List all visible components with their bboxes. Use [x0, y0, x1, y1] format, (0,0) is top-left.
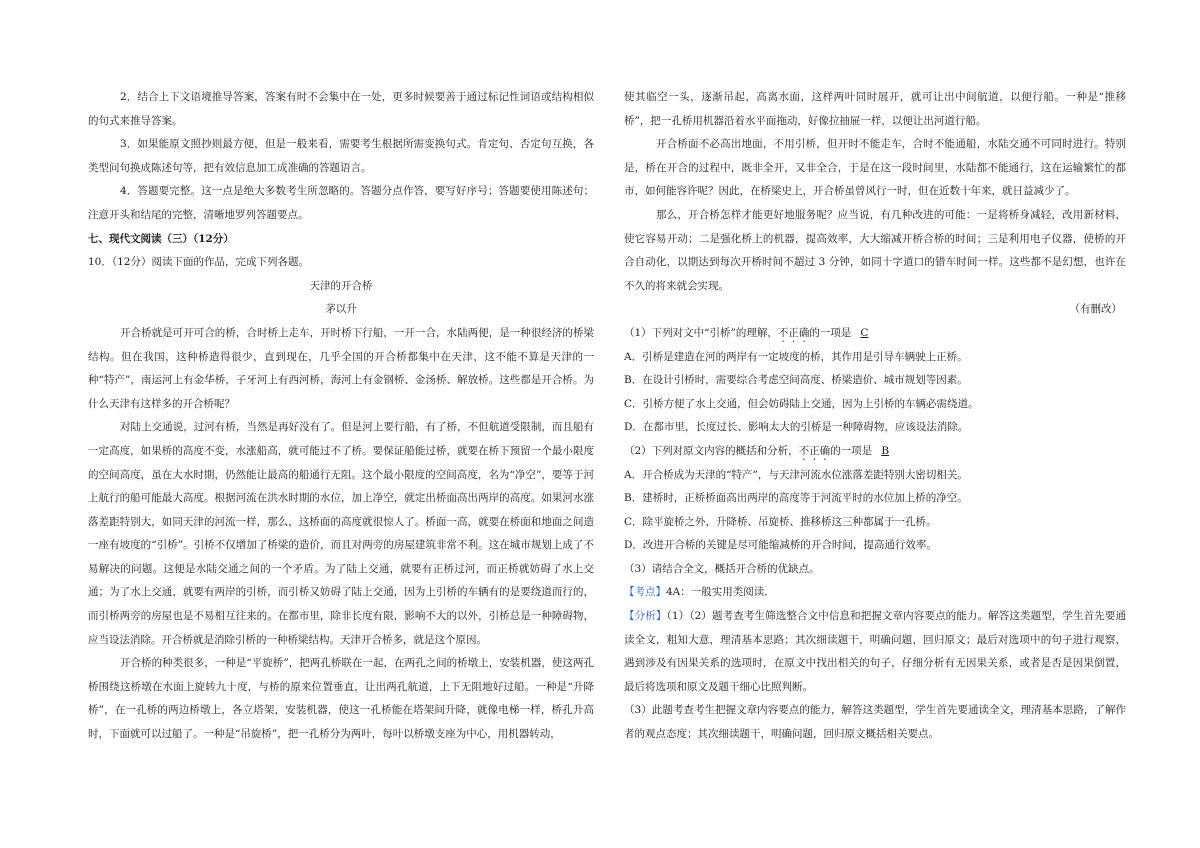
option-d: D．改进开合桥的关键是尽可能缩减桥的开合时间，提高通行效率。: [624, 539, 937, 552]
right-column: [624, 86, 1126, 747]
question-intro: 10．（12分）阅读下面的作品，完成下列各题。: [88, 256, 309, 269]
fenxi-label: 【分析】: [624, 610, 667, 623]
article-paragraph: 对陆上交通说，过河有桥，当然是再好没有了。但是河上要行船，有了桥，不但航道受限制，而且船有一定高度，如果桥的高度不变，水涨船高，就可能过不了桥。要保证船能过桥，就要在桥下预留一个最小限度的空间高度，虽在大水时期，仍然能让最高的船通行无阻。这个最小限度的空间高度，名为“净空”，要等于河上航行的船可能最大高度。根据河流在洪水时期的水位，加上净空，就定出桥面高出两岸的高度。如果河水涨落差距特别大，如同天津的河流一样，那么，这桥面的高度就很惊人了。桥面一高，就要在桥面和地面之间造一座有坡度的“引桥”。引桥不仅增加了桥梁的造价，而且对两旁的房屋建筑非常不利。这在城市规划上成了不易解决的问题。这便是水陆交通之间的一个矛盾。为了陆上交通，就要有正桥过河，而正桥就妨碍了水上交通；为了水上交通，就要有两岸的引桥，而引桥又妨碍了陆上交通，因为上引桥的车辆有的是要绕道而行的，而引桥两旁的房屋也是不易相互往来的。在都市里，除非长度有限，影响不大的以外，引桥总是一种障碍物，应当设法消除。开合桥就是消除引桥的一种桥梁结构。天津开合桥多，就是这个原因。: [88, 421, 594, 646]
emphasis-text: 不正确: [798, 444, 831, 457]
option-b: B．在设计引桥时，需要综合考虑空间高度、桥梁造价、城市规划等因素。: [624, 374, 968, 387]
article-continuation: 使其临空一头，逐渐吊起，高离水面，这样两叶同时展开，就可让出中间航道，以便行船。一种是“推移桥”，把一孔桥用机器沿着水平面拖动，好像拉抽屉一样，以便让出河道行船。: [624, 91, 1126, 127]
tip-2: 2．结合上下文语境推导答案，答案有时不会集中在一处，更多时候要善于通过标记性词语或结构相似的句式来推导答案。: [88, 91, 594, 127]
article-paragraph: 开合桥面不必高出地面，不用引桥，但开时不能走车，合时不能通船，水陆交通不可同时进行。特别是，桥在开合的过程中，既非全开，又非全合，于是在这一段时间里，水陆都不能通行，这在运输繁忙的都市，如何能容许呢？因此，在桥梁史上，开合桥虽曾风行一时，但在近数十年来，就日益减少了。: [624, 138, 1126, 198]
article-paragraph: 那么，开合桥怎样才能更好地服务呢？应当说，有几种改进的可能：一是将桥身减轻，改用新材料，使它容易开动；二是强化桥上的机器，提高效率，大大缩减开桥合桥的时间；三是利用电子仪器，使桥的开合自动化，以期达到每次开桥时间不超过 3 分钟，如同十字道口的错车时间一样。这些都不是幻想，也许在不久的将来就会实现。: [624, 208, 1126, 292]
fenxi: 【分析】（1）（2）题考查考生筛选整合文中信息和把握文章内容要点的能力。解答这类题型，学生首先要通读全文，粗知大意，理清基本思路；其次细读题干，明确问题，回归原文；最后对选项中的句子进行观察，遇到涉及有因果关系的选项时，在原文中找出相关的句子，仔细分析有无因果关系，或者是否是因果倒置，最后将选项和原文及题干细心比照判断。: [624, 610, 1127, 693]
kaodian: 【考点】4A：一般实用类阅读．: [624, 586, 775, 599]
fenxi-part-3: （3）此题考查考生把握文章内容要点的能力，解答这类题型，学生首先要通读全文，理清基本思路，了解作者的观点态度；其次细读题干，明确问题，回归原文概括相关要点。: [624, 704, 1126, 741]
question-1-stem: （1）下列对文中“引桥”的理解，不正确的一项是 C: [624, 322, 1126, 346]
emphasis-text: 不正确: [777, 326, 810, 339]
option-c: C．引桥方便了水上交通，但会妨碍陆上交通，因为上引桥的车辆必需绕道。: [624, 397, 979, 410]
article-paragraph: 开合桥就是可开可合的桥，合时桥上走车，开时桥下行船，一开一合，水陆两便，是一种很经济的桥梁结构。但在我国，这种桥造得很少，直到现在，几乎全国的开合桥都集中在天津，这不能不算是天津的一种“特产”，南运河上有金华桥，子牙河上有西河桥，海河上有金钢桥、金汤桥、解放桥。这些都是开合桥。为什么天津有这样多的开合桥呢？: [88, 326, 594, 410]
tip-4: 4．答题要完整。这一点是绝大多数考生所忽略的。答题分点作答，要写好序号；答题要使用陈述句；注意开头和结尾的完整，清晰地罗列答题要点。: [88, 185, 594, 221]
source-note: （有删改）: [1069, 303, 1122, 316]
option-a: A．引桥是建造在河的两岸有一定坡度的桥，其作用是引导车辆驶上正桥。: [624, 350, 968, 363]
question-2-stem: （2）下列对原文内容的概括和分析，不正确的一项是 B: [624, 440, 1126, 464]
question-3-stem: （3）请结合全文，概括开合桥的优缺点。: [624, 562, 820, 575]
answer-blank: C: [860, 326, 869, 339]
kaodian-label: 【考点】: [624, 586, 666, 599]
option-c: C．除平旋桥之外，升降桥、吊旋桥、推移桥这三种都属于一孔桥。: [624, 515, 937, 528]
article-paragraph: 开合桥的种类很多，一种是“平旋桥”，把两孔桥联在一起，在两孔之间的桥墩上，安装机器，使这两孔桥围绕这桥墩在水面上旋转九十度，与桥的原来位置垂直，让出两孔航道，上下无阻地好过船。一种是“升降桥”，在一孔桥的两边桥墩上，各立塔架，安装机器，使这一孔桥能在塔架间升降，就像电梯一样，桥孔升高时，下面就可以过船了。一种是“吊旋桥”，把一孔桥分为两叶，每叶以桥墩支座为中心，用机器转动，: [88, 657, 594, 741]
tip-3: 3．如果能原文照抄则最方便，但是一般来看，需要考生根据所需变换句式。肯定句、否定句互换，各类型问句换成陈述句等，把有效信息加工成准确的答题语言。: [88, 138, 594, 174]
article-title: 天津的开合桥: [309, 279, 373, 292]
section-title: 七、现代文阅读（三）（12分）: [88, 232, 234, 245]
option-a: A．开合桥成为天津的“特产”，与天津河流水位涨落差距特别大密切相关。: [624, 468, 968, 481]
article-author: 茅以升: [325, 303, 357, 316]
answer-blank: B: [881, 444, 890, 457]
option-b: B．建桥时，正桥桥面高出两岸的高度等于河流平时的水位加上桥的净空。: [624, 492, 968, 505]
option-d: D．在都市里，长度过长、影响太大的引桥是一种障碍物，应该设法消除。: [624, 421, 969, 434]
left-column: [88, 86, 594, 747]
